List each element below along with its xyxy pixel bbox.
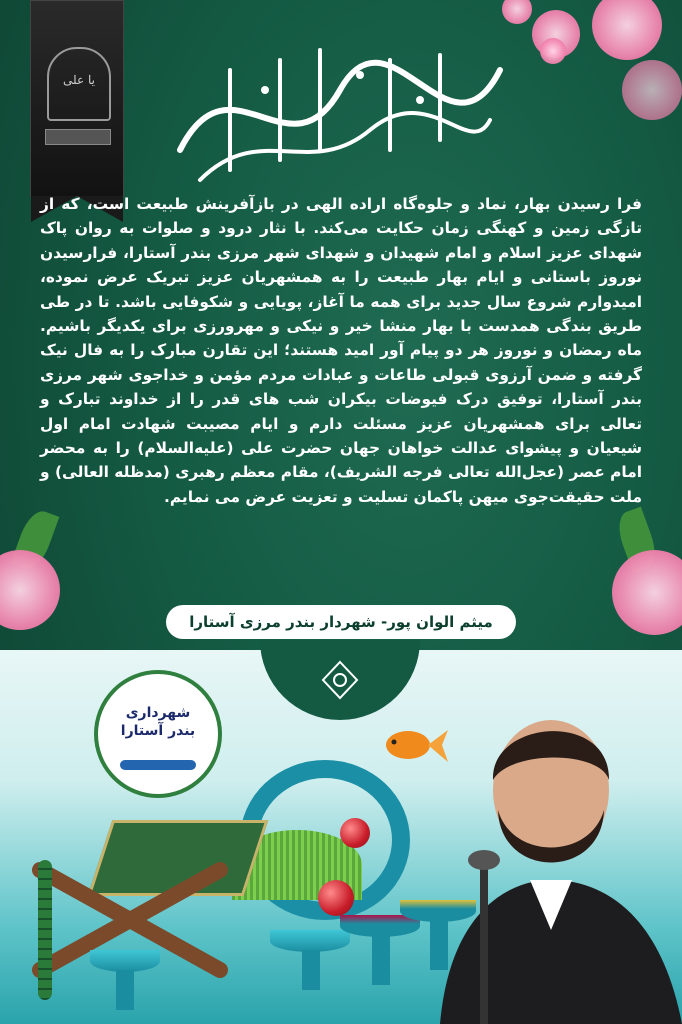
ali-calligraphy-emblem	[47, 47, 111, 121]
message-paragraph: فرا رسیدن بهار، نماد و جلوه‌گاه اراده الهی در بازآفرینش طبیعت است، که از تازگی زمین و کهنگی زمان حکایت می‌کند. با نثار درود و صلوات به روان پاک شهدای عزیز اسلام و امام شهیدان و شهدای شهر مرزی بندر آستارا، فرارسیدن نوروز باستانی و ایام بهار طبیعت را به همشهریان عزیز تبریک عرض نموده، امیدوارم شروع سال جدید برای همه ما آغاز، پویایی و شکوفایی باشد. تا در طی طریق بندگی همدست با بهار منشا خیر و نیکی و مهرورزی برای یکدیگر باشیم. ماه رمضان و نوروز هر دو پیام آور امید هستند؛ این تقارن مبارک را به فال نیک گرفته و ضمن آرزوی قبولی طاعات و عبادات مردم مؤمن و خداجوی شهر مرزی بندر آستارا، توفیق درک فیوضات بیکران شب های قدر را از خداوند تبارک و تعالی برای همشهریان عزیز مسئلت دارم و ایام مصیبت شهادت امام اول شیعیان و پیشوای عدالت خواهان جهان حضرت علی (علیه‌السلام) را به محضر امام عصر (عجل‌الله تعالی فرجه الشریف)، مقام معظم رهبری (مدظله العالی) و ملت حقیقت‌جوی میهن پاکمان تسلیت و تعزیت عرض می نمایم.	[40, 195, 642, 506]
turquoise-bowl	[90, 950, 160, 972]
logo-wave	[120, 760, 196, 770]
bowl-stem	[372, 935, 390, 985]
astara-municipality-logo	[94, 670, 222, 798]
banner-label: یا علی	[63, 73, 95, 87]
red-apple	[318, 880, 354, 916]
flower	[592, 0, 662, 60]
flower	[502, 0, 532, 24]
prayer-beads	[38, 860, 52, 1000]
red-apple	[340, 818, 370, 848]
flower	[612, 550, 682, 635]
black-mourning-banner	[30, 0, 124, 197]
turquoise-bowl	[270, 930, 350, 952]
banner-strip	[45, 129, 111, 145]
bowl-stem	[302, 950, 320, 990]
mayor-photo	[420, 690, 682, 1024]
flower	[622, 60, 682, 120]
ornament-icon	[317, 660, 363, 700]
svg-text:اللهم رب شهر رمضان الذی انزل ف: اللهم رب شهر رمضان الذی انزل فیه القرآن	[330, 130, 350, 131]
bowl-stem	[116, 970, 134, 1010]
logo-text: شهرداری بندر آستارا	[120, 705, 196, 739]
quran-verse-calligraphy	[170, 30, 510, 200]
sumac-bowl	[340, 915, 420, 937]
flower	[540, 38, 566, 64]
signature-pill: میثم الوان پور- شهردار بندر مرزی آستارا	[166, 605, 516, 639]
flower	[0, 550, 60, 630]
